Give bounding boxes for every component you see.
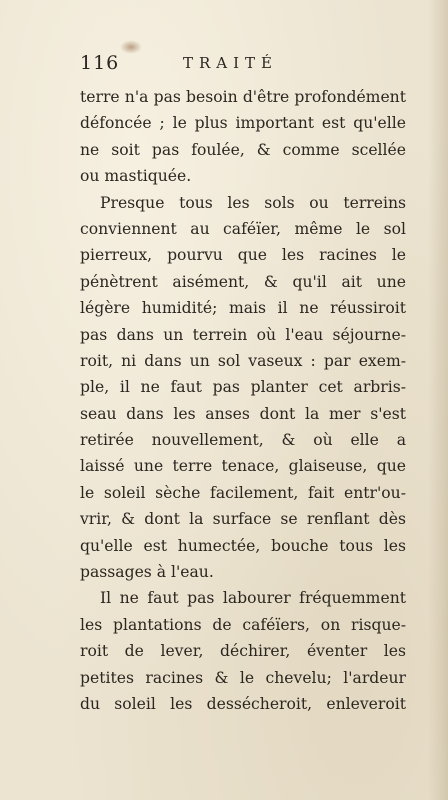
text-line: ne soit pas foulée, & comme scellée: [80, 140, 406, 159]
text-line: légère humidité; mais il ne réussiroit: [80, 299, 406, 318]
running-title: TRAITÉ: [183, 54, 279, 72]
page-number: 116: [80, 52, 120, 74]
body-text: [80, 84, 406, 717]
text-line: Presque tous les sols ou terreins: [100, 193, 406, 212]
text-line: du soleil les dessécheroit, enleveroit: [80, 694, 406, 713]
text-line: pas dans un terrein où l'eau séjourne-: [80, 325, 406, 344]
text-line: terre n'a pas besoin d'être profondément: [80, 88, 406, 106]
text-line: passages à l'eau.: [80, 563, 214, 582]
paragraph-continued: [80, 84, 406, 190]
text-line: seau dans les anses dont la mer s'est: [80, 404, 406, 423]
text-line: pierreux, pourvu que les racines le: [80, 246, 406, 265]
text-line: conviennent au caféïer, même le sol: [80, 219, 406, 238]
text-line: pénètrent aisément, & qu'il ait une: [80, 272, 406, 291]
paragraph-soils: [80, 190, 406, 586]
text-line: défoncée ; le plus important est qu'elle: [80, 114, 406, 133]
text-line: ple, il ne faut pas planter cet arbris-: [80, 378, 406, 397]
page-header: [80, 52, 420, 76]
text-line: vrir, & dont la surface se renflant dès: [80, 510, 406, 529]
text-line: roit de lever, déchirer, éventer les: [80, 642, 406, 661]
text-line: qu'elle est humectée, bouche tous les: [80, 536, 406, 555]
paragraph-plowing: [80, 585, 406, 717]
text-line: roit, ni dans un sol vaseux : par exem-: [80, 351, 406, 370]
text-line: laissé une terre tenace, glaiseuse, que: [80, 457, 406, 476]
text-line: Il ne faut pas labourer fréquemment: [100, 589, 406, 608]
text-line: retirée nouvellement, & où elle a: [80, 431, 406, 450]
text-line: les plantations de caféïers, on risque-: [80, 615, 406, 634]
text-line: petites racines & le chevelu; l'ardeur: [80, 668, 406, 687]
text-line: le soleil sèche facilement, fait entr'ou-: [80, 483, 406, 502]
page-edge-shadow: [428, 0, 448, 800]
text-line: ou mastiquée.: [80, 167, 192, 186]
